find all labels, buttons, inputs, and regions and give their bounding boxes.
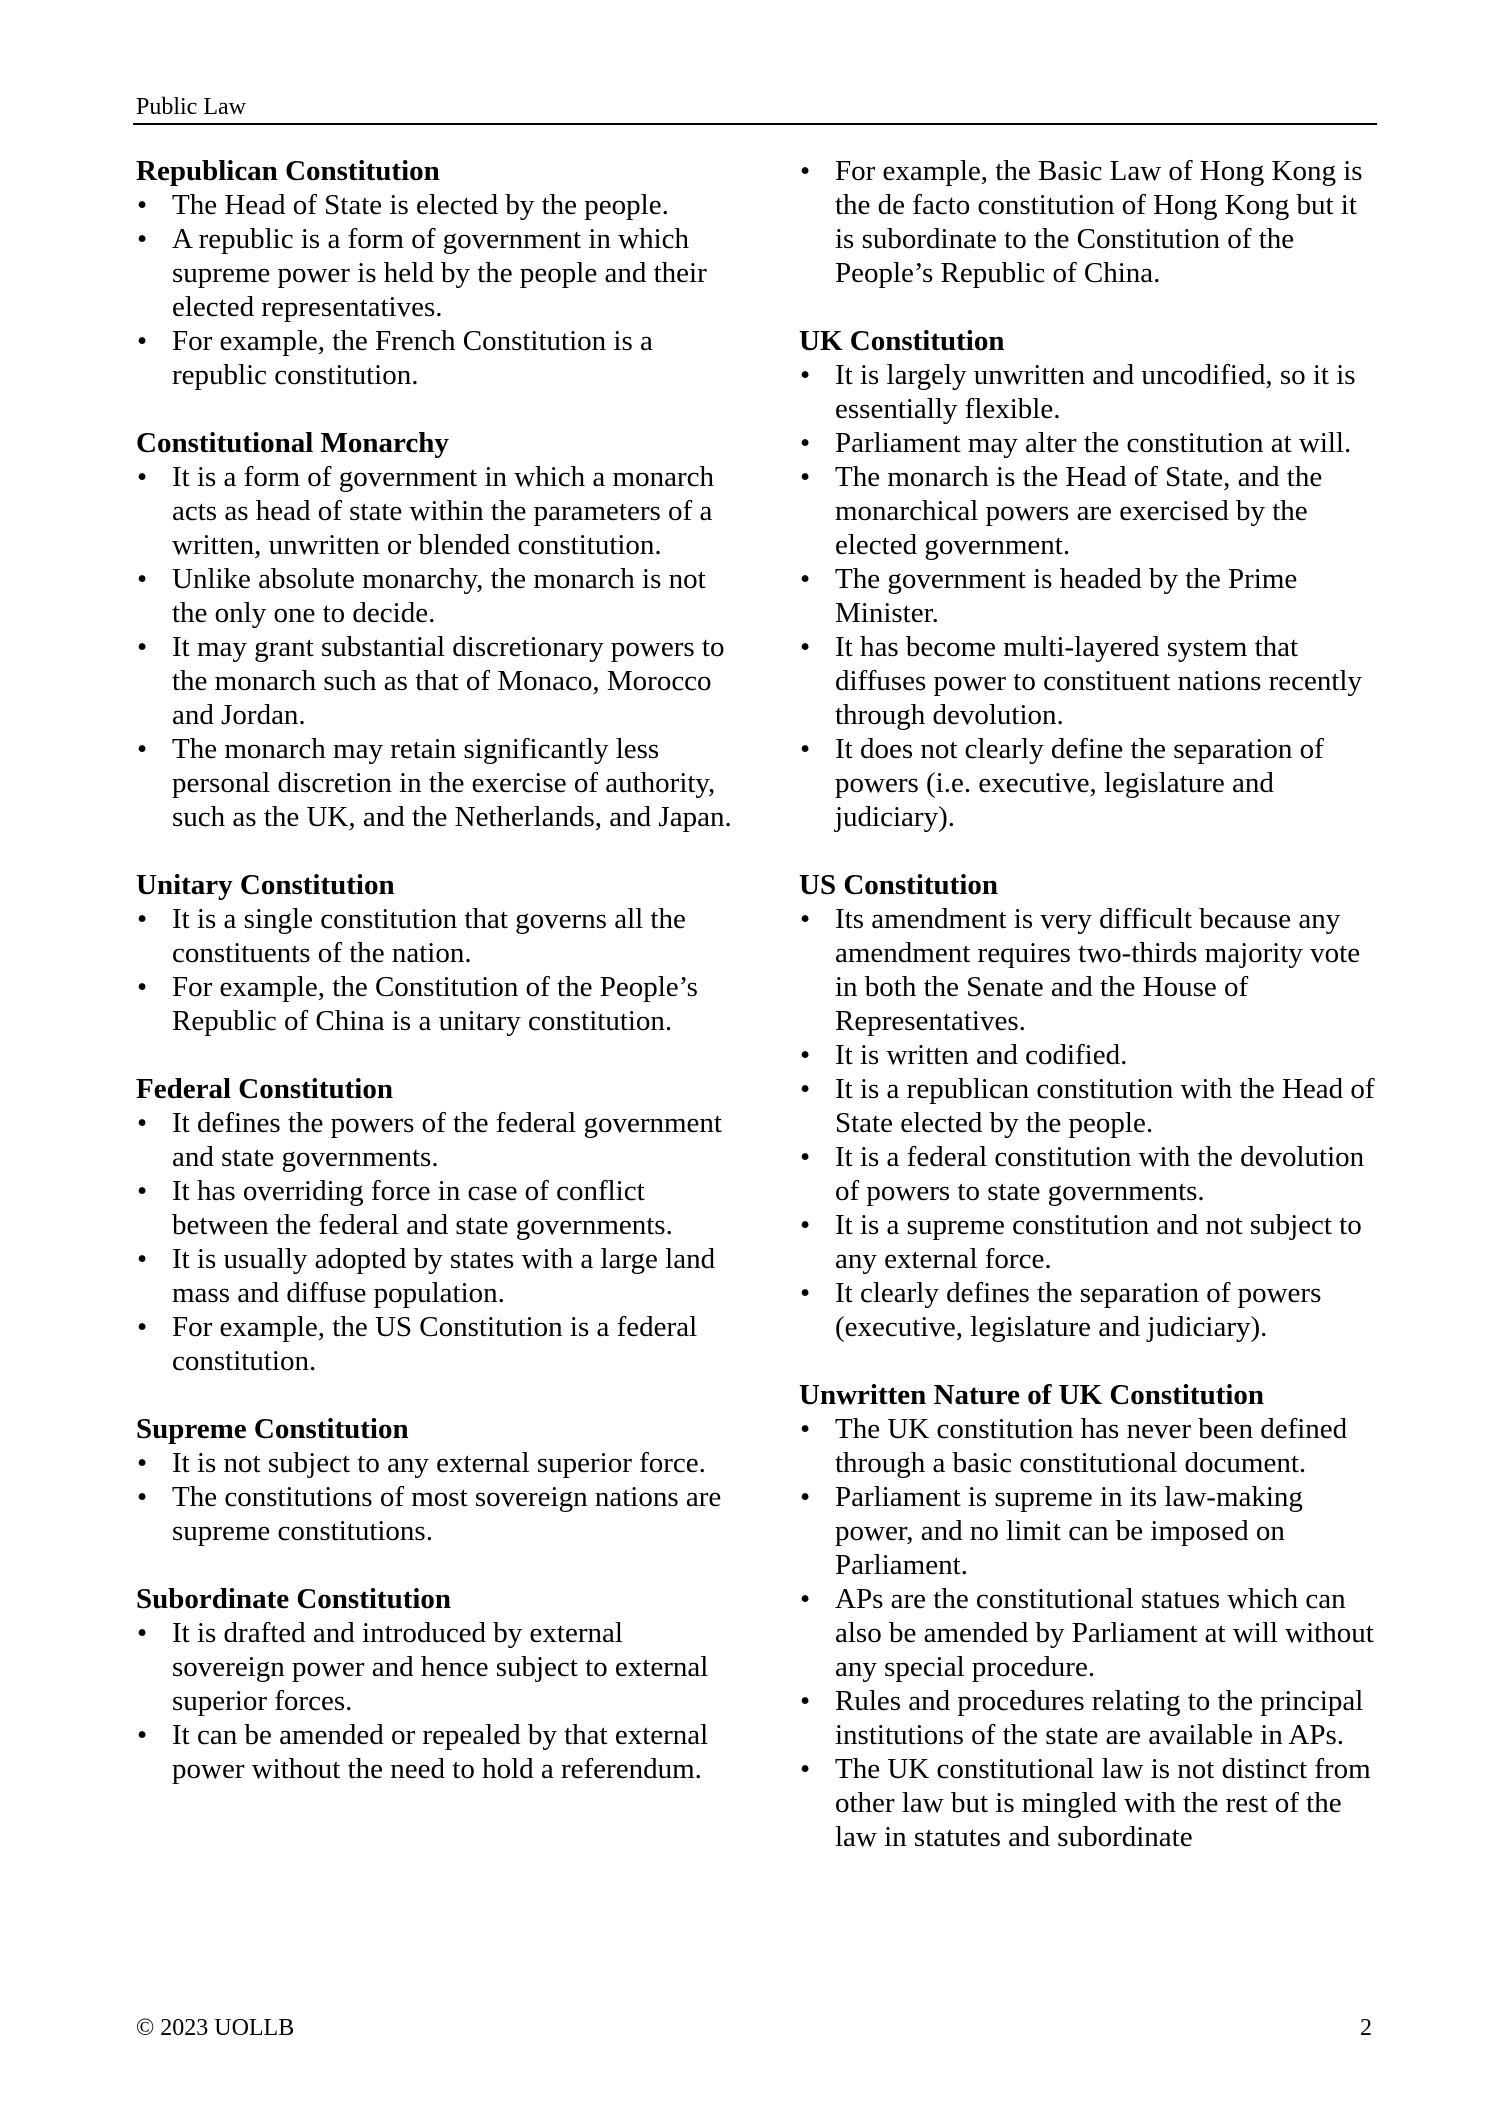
bullet-item: • For example, the Constitution of the People’s Republic of China is a unitary constitution. [136, 970, 736, 1038]
bullet-item: • It is drafted and introduced by external sovereign power and hence subject to external superior forces. [136, 1616, 736, 1718]
right-column [799, 154, 1379, 1888]
bullet-item: • The UK constitution has never been defined through a basic constitutional document. [799, 1412, 1379, 1480]
section [799, 324, 1379, 834]
bullet-item: • It defines the powers of the federal government and state governments. [136, 1106, 736, 1174]
bullet-list [799, 358, 1379, 834]
bullet-item: • It is a form of government in which a monarch acts as head of state within the parameters of a written, unwritten or blended constitution. [136, 460, 736, 562]
bullet-item: • It may grant substantial discretionary powers to the monarch such as that of Monaco, Morocco and Jordan. [136, 630, 736, 732]
bullet-item: • It can be amended or repealed by that external power without the need to hold a referendum. [136, 1718, 736, 1786]
bullet-item: • The monarch is the Head of State, and the monarchical powers are exercised by the elected government. [799, 460, 1379, 562]
bullet-item: • The monarch may retain significantly less personal discretion in the exercise of authority, such as the UK, and the Netherlands, and Japan. [136, 732, 736, 834]
bullet-item: • A republic is a form of government in which supreme power is held by the people and their elected representatives. [136, 222, 736, 324]
bullet-item: • It is usually adopted by states with a large land mass and diffuse population. [136, 1242, 736, 1310]
bullet-item: • For example, the Basic Law of Hong Kong is the de facto constitution of Hong Kong but it is subordinate to the Constitution of the People’s Republic of China. [799, 154, 1379, 290]
section-title: UK Constitution [799, 325, 1005, 357]
section [136, 868, 736, 1038]
section-title: Subordinate Constitution [136, 1583, 452, 1615]
section [136, 154, 736, 392]
header-rule [133, 123, 1377, 125]
bullet-item: • It is not subject to any external superior force. [136, 1446, 736, 1480]
section [136, 1412, 736, 1548]
bullet-item: • For example, the French Constitution is a republic constitution. [136, 324, 736, 392]
section-title: Federal Constitution [136, 1073, 393, 1105]
bullet-item: • It is a republican constitution with the Head of State elected by the people. [799, 1072, 1379, 1140]
bullet-list [799, 154, 1379, 290]
bullet-item: • Parliament may alter the constitution at will. [799, 426, 1379, 460]
bullet-list [799, 1412, 1379, 1854]
bullet-list [136, 460, 736, 834]
bullet-item: • It has overriding force in case of conflict between the federal and state governments. [136, 1174, 736, 1242]
bullet-item: • It clearly defines the separation of powers (executive, legislature and judiciary). [799, 1276, 1379, 1344]
bullet-item: • Unlike absolute monarchy, the monarch is not the only one to decide. [136, 562, 736, 630]
section [799, 868, 1379, 1344]
section-title: Unitary Constitution [136, 869, 395, 901]
section [136, 1582, 736, 1786]
bullet-item: • Rules and procedures relating to the principal institutions of the state are available in APs. [799, 1684, 1379, 1752]
section-title: US Constitution [799, 869, 999, 901]
bullet-list [136, 188, 736, 392]
bullet-item: • Parliament is supreme in its law-making power, and no limit can be imposed on Parliament. [799, 1480, 1379, 1582]
bullet-item: • It is a supreme constitution and not subject to any external force. [799, 1208, 1379, 1276]
section-title: Unwritten Nature of UK Constitution [799, 1379, 1265, 1411]
bullet-list [136, 1446, 736, 1548]
bullet-item: • Its amendment is very difficult because any amendment requires two-thirds majority vote in both the Senate and the House of Representatives. [799, 902, 1379, 1038]
section-title: Constitutional Monarchy [136, 427, 449, 459]
bullet-item: • It is largely unwritten and uncodified, so it is essentially flexible. [799, 358, 1379, 426]
bullet-list [136, 902, 736, 1038]
bullet-item: • The government is headed by the Prime Minister. [799, 562, 1379, 630]
bullet-item: • The constitutions of most sovereign nations are supreme constitutions. [136, 1480, 736, 1548]
section-title: Supreme Constitution [136, 1413, 409, 1445]
bullet-item: • APs are the constitutional statues which can also be amended by Parliament at will without any special procedure. [799, 1582, 1379, 1684]
bullet-item: • The UK constitutional law is not distinct from other law but is mingled with the rest of the law in statutes and subordinate [799, 1752, 1379, 1854]
section [799, 154, 1379, 290]
bullet-item: • For example, the US Constitution is a federal constitution. [136, 1310, 736, 1378]
bullet-item: • It has become multi-layered system that diffuses power to constituent nations recently through devolution. [799, 630, 1379, 732]
section [136, 1072, 736, 1378]
bullet-item: • It is a federal constitution with the devolution of powers to state governments. [799, 1140, 1379, 1208]
section [799, 1378, 1379, 1854]
section-title: Republican Constitution [136, 155, 440, 187]
bullet-item: • It does not clearly define the separation of powers (i.e. executive, legislature and judiciary). [799, 732, 1379, 834]
bullet-list [136, 1106, 736, 1378]
left-column [136, 154, 736, 1820]
bullet-item: • It is a single constitution that governs all the constituents of the nation. [136, 902, 736, 970]
bullet-item: • The Head of State is elected by the people. [136, 188, 736, 222]
page-header: Public Law [136, 94, 246, 120]
bullet-list [136, 1616, 736, 1786]
bullet-item: • It is written and codified. [799, 1038, 1379, 1072]
section [136, 426, 736, 834]
page-number: 2 [1360, 2015, 1372, 2041]
footer-copyright: © 2023 UOLLB [136, 2015, 295, 2041]
bullet-list [799, 902, 1379, 1344]
